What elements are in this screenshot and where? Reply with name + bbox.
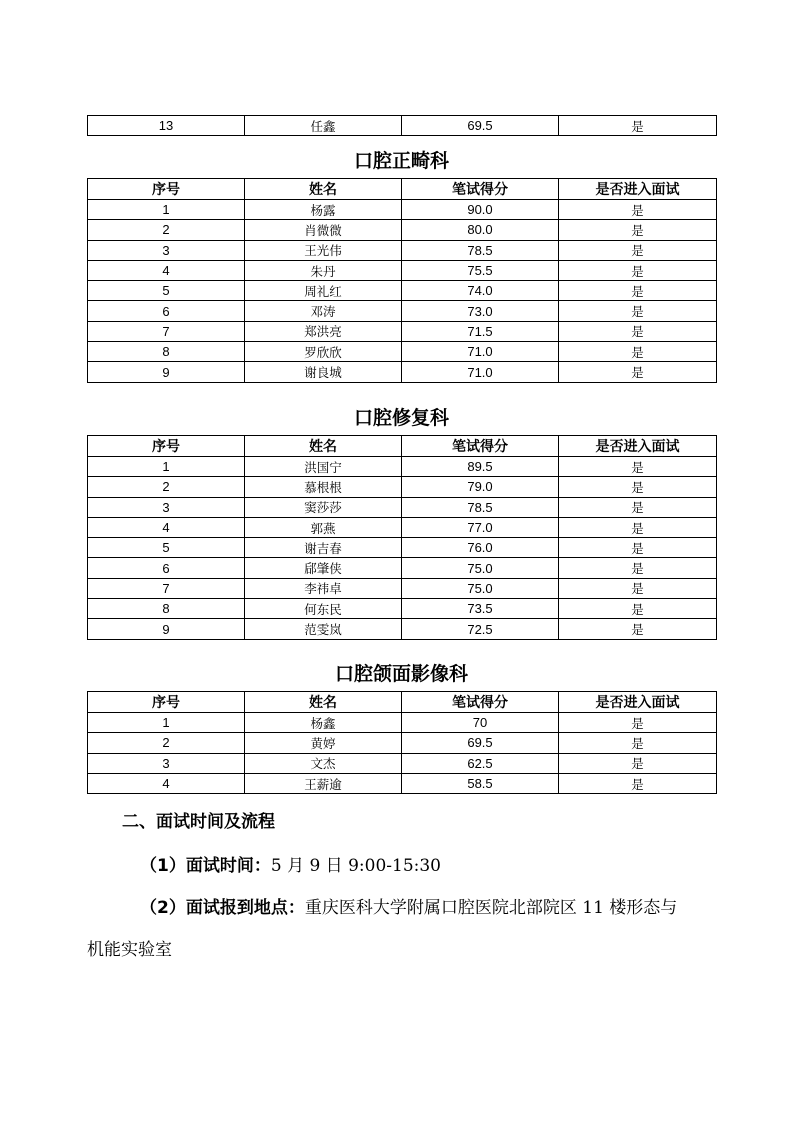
cell-name: 邓涛 bbox=[245, 301, 402, 321]
cell-no: 2 bbox=[88, 733, 245, 753]
cell-no: 4 bbox=[88, 517, 245, 537]
table-row bbox=[88, 301, 717, 321]
cell-pass: 是 bbox=[559, 362, 717, 382]
cell-score: 73.0 bbox=[402, 301, 559, 321]
table-header-row bbox=[88, 436, 717, 457]
cell-pass: 是 bbox=[559, 200, 717, 220]
interview-location-value: 重庆医科大学附属口腔医院北部院区 11 楼形态与 bbox=[304, 898, 678, 918]
interview-time-label: （1）面试时间： bbox=[140, 856, 271, 876]
header-pass: 是否进入面试 bbox=[559, 692, 717, 713]
cell-no: 1 bbox=[88, 457, 245, 477]
results-table bbox=[87, 435, 717, 640]
cell-pass: 是 bbox=[559, 773, 717, 793]
section-title: 口腔颌面影像科 bbox=[334, 663, 468, 685]
cell-score: 71.5 bbox=[402, 321, 559, 341]
table-row bbox=[88, 321, 717, 341]
cell-name: 任鑫 bbox=[245, 116, 402, 136]
section-title: 口腔正畸科 bbox=[353, 150, 449, 172]
cell-name: 郑洪亮 bbox=[245, 321, 402, 341]
cell-name: 洪国宁 bbox=[245, 457, 402, 477]
cell-name: 文杰 bbox=[245, 753, 402, 773]
cell-no: 3 bbox=[88, 753, 245, 773]
cell-pass: 是 bbox=[559, 342, 717, 362]
table-row bbox=[88, 281, 717, 301]
cell-pass: 是 bbox=[559, 538, 717, 558]
cell-score: 90.0 bbox=[402, 200, 559, 220]
cell-pass: 是 bbox=[559, 116, 717, 136]
cell-score: 74.0 bbox=[402, 281, 559, 301]
cell-pass: 是 bbox=[559, 321, 717, 341]
table-row bbox=[88, 753, 717, 773]
cell-score: 76.0 bbox=[402, 538, 559, 558]
cell-no: 7 bbox=[88, 321, 245, 341]
cell-pass: 是 bbox=[559, 301, 717, 321]
cell-name: 肖微微 bbox=[245, 220, 402, 240]
cell-score: 77.0 bbox=[402, 517, 559, 537]
cell-no: 3 bbox=[88, 240, 245, 260]
header-score: 笔试得分 bbox=[402, 436, 559, 457]
cell-pass: 是 bbox=[559, 713, 717, 733]
cell-name: 李祎卓 bbox=[245, 578, 402, 598]
interview-time-value: 5 月 9 日 9:00-15:30 bbox=[270, 856, 442, 876]
cell-score: 69.5 bbox=[402, 733, 559, 753]
table-row bbox=[88, 200, 717, 220]
cell-pass: 是 bbox=[559, 477, 717, 497]
cell-no: 5 bbox=[88, 281, 245, 301]
table-header-row bbox=[88, 692, 717, 713]
cell-score: 75.0 bbox=[402, 558, 559, 578]
cell-score: 78.5 bbox=[402, 240, 559, 260]
cell-score: 79.0 bbox=[402, 477, 559, 497]
table-row bbox=[88, 538, 717, 558]
table-row bbox=[88, 517, 717, 537]
cell-name: 谢良城 bbox=[245, 362, 402, 382]
cell-pass: 是 bbox=[559, 733, 717, 753]
header-pass: 是否进入面试 bbox=[559, 436, 717, 457]
table-row bbox=[88, 599, 717, 619]
cell-score: 75.5 bbox=[402, 260, 559, 280]
header-name: 姓名 bbox=[245, 692, 402, 713]
table-row bbox=[88, 558, 717, 578]
cell-no: 5 bbox=[88, 538, 245, 558]
cell-score: 71.0 bbox=[402, 342, 559, 362]
header-name: 姓名 bbox=[245, 179, 402, 200]
cell-name: 王薪逾 bbox=[245, 773, 402, 793]
cell-name: 慕根根 bbox=[245, 477, 402, 497]
cell-no: 13 bbox=[88, 116, 245, 136]
table-row bbox=[88, 457, 717, 477]
section-title: 口腔修复科 bbox=[353, 407, 449, 429]
cell-score: 73.5 bbox=[402, 599, 559, 619]
cell-score: 71.0 bbox=[402, 362, 559, 382]
cell-score: 78.5 bbox=[402, 497, 559, 517]
top-carryover-table bbox=[87, 115, 717, 136]
cell-no: 2 bbox=[88, 477, 245, 497]
cell-pass: 是 bbox=[559, 281, 717, 301]
cell-no: 8 bbox=[88, 342, 245, 362]
results-table bbox=[87, 178, 717, 383]
table-row bbox=[88, 477, 717, 497]
header-no: 序号 bbox=[88, 692, 245, 713]
cell-name: 朱丹 bbox=[245, 260, 402, 280]
cell-no: 4 bbox=[88, 260, 245, 280]
cell-no: 3 bbox=[88, 497, 245, 517]
interview-time-paragraph bbox=[140, 851, 441, 876]
header-score: 笔试得分 bbox=[402, 692, 559, 713]
cell-no: 6 bbox=[88, 301, 245, 321]
cell-pass: 是 bbox=[559, 260, 717, 280]
cell-score: 75.0 bbox=[402, 578, 559, 598]
table-row bbox=[88, 240, 717, 260]
cell-score: 58.5 bbox=[402, 773, 559, 793]
cell-name: 杨鑫 bbox=[245, 713, 402, 733]
table-row bbox=[88, 220, 717, 240]
cell-score: 80.0 bbox=[402, 220, 559, 240]
cell-name: 罗欣欣 bbox=[245, 342, 402, 362]
cell-name: 周礼红 bbox=[245, 281, 402, 301]
cell-no: 8 bbox=[88, 599, 245, 619]
table-row bbox=[88, 733, 717, 753]
table-row bbox=[88, 619, 717, 639]
table-header-row bbox=[88, 179, 717, 200]
cell-name: 何东民 bbox=[245, 599, 402, 619]
table-row bbox=[88, 116, 717, 136]
cell-name: 郈肇侠 bbox=[245, 558, 402, 578]
cell-pass: 是 bbox=[559, 240, 717, 260]
interview-location-label: （2）面试报到地点： bbox=[140, 898, 305, 918]
cell-no: 1 bbox=[88, 200, 245, 220]
cell-name: 黄婷 bbox=[245, 733, 402, 753]
cell-name: 郭燕 bbox=[245, 517, 402, 537]
cell-score: 89.5 bbox=[402, 457, 559, 477]
header-score: 笔试得分 bbox=[402, 179, 559, 200]
table-row bbox=[88, 260, 717, 280]
table-row bbox=[88, 773, 717, 793]
table-row bbox=[88, 362, 717, 382]
cell-name: 范雯岚 bbox=[245, 619, 402, 639]
header-no: 序号 bbox=[88, 179, 245, 200]
cell-name: 谢吉春 bbox=[245, 538, 402, 558]
interview-location-continuation: 机能实验室 bbox=[87, 940, 172, 960]
cell-no: 1 bbox=[88, 713, 245, 733]
cell-pass: 是 bbox=[559, 599, 717, 619]
table-row bbox=[88, 578, 717, 598]
cell-no: 6 bbox=[88, 558, 245, 578]
cell-pass: 是 bbox=[559, 619, 717, 639]
cell-pass: 是 bbox=[559, 578, 717, 598]
section-heading: 二、面试时间及流程 bbox=[122, 812, 275, 832]
table-row bbox=[88, 342, 717, 362]
cell-pass: 是 bbox=[559, 220, 717, 240]
cell-no: 9 bbox=[88, 619, 245, 639]
header-no: 序号 bbox=[88, 436, 245, 457]
table-row bbox=[88, 497, 717, 517]
cell-score: 69.5 bbox=[402, 116, 559, 136]
cell-pass: 是 bbox=[559, 497, 717, 517]
cell-name: 王光伟 bbox=[245, 240, 402, 260]
cell-pass: 是 bbox=[559, 517, 717, 537]
cell-name: 窦莎莎 bbox=[245, 497, 402, 517]
cell-no: 4 bbox=[88, 773, 245, 793]
cell-no: 7 bbox=[88, 578, 245, 598]
cell-no: 2 bbox=[88, 220, 245, 240]
cell-name: 杨露 bbox=[245, 200, 402, 220]
cell-pass: 是 bbox=[559, 753, 717, 773]
cell-score: 70 bbox=[402, 713, 559, 733]
results-table bbox=[87, 691, 717, 794]
header-name: 姓名 bbox=[245, 436, 402, 457]
cell-score: 72.5 bbox=[402, 619, 559, 639]
cell-no: 9 bbox=[88, 362, 245, 382]
interview-location-paragraph bbox=[140, 893, 677, 918]
cell-pass: 是 bbox=[559, 558, 717, 578]
cell-score: 62.5 bbox=[402, 753, 559, 773]
cell-pass: 是 bbox=[559, 457, 717, 477]
header-pass: 是否进入面试 bbox=[559, 179, 717, 200]
table-row bbox=[88, 713, 717, 733]
